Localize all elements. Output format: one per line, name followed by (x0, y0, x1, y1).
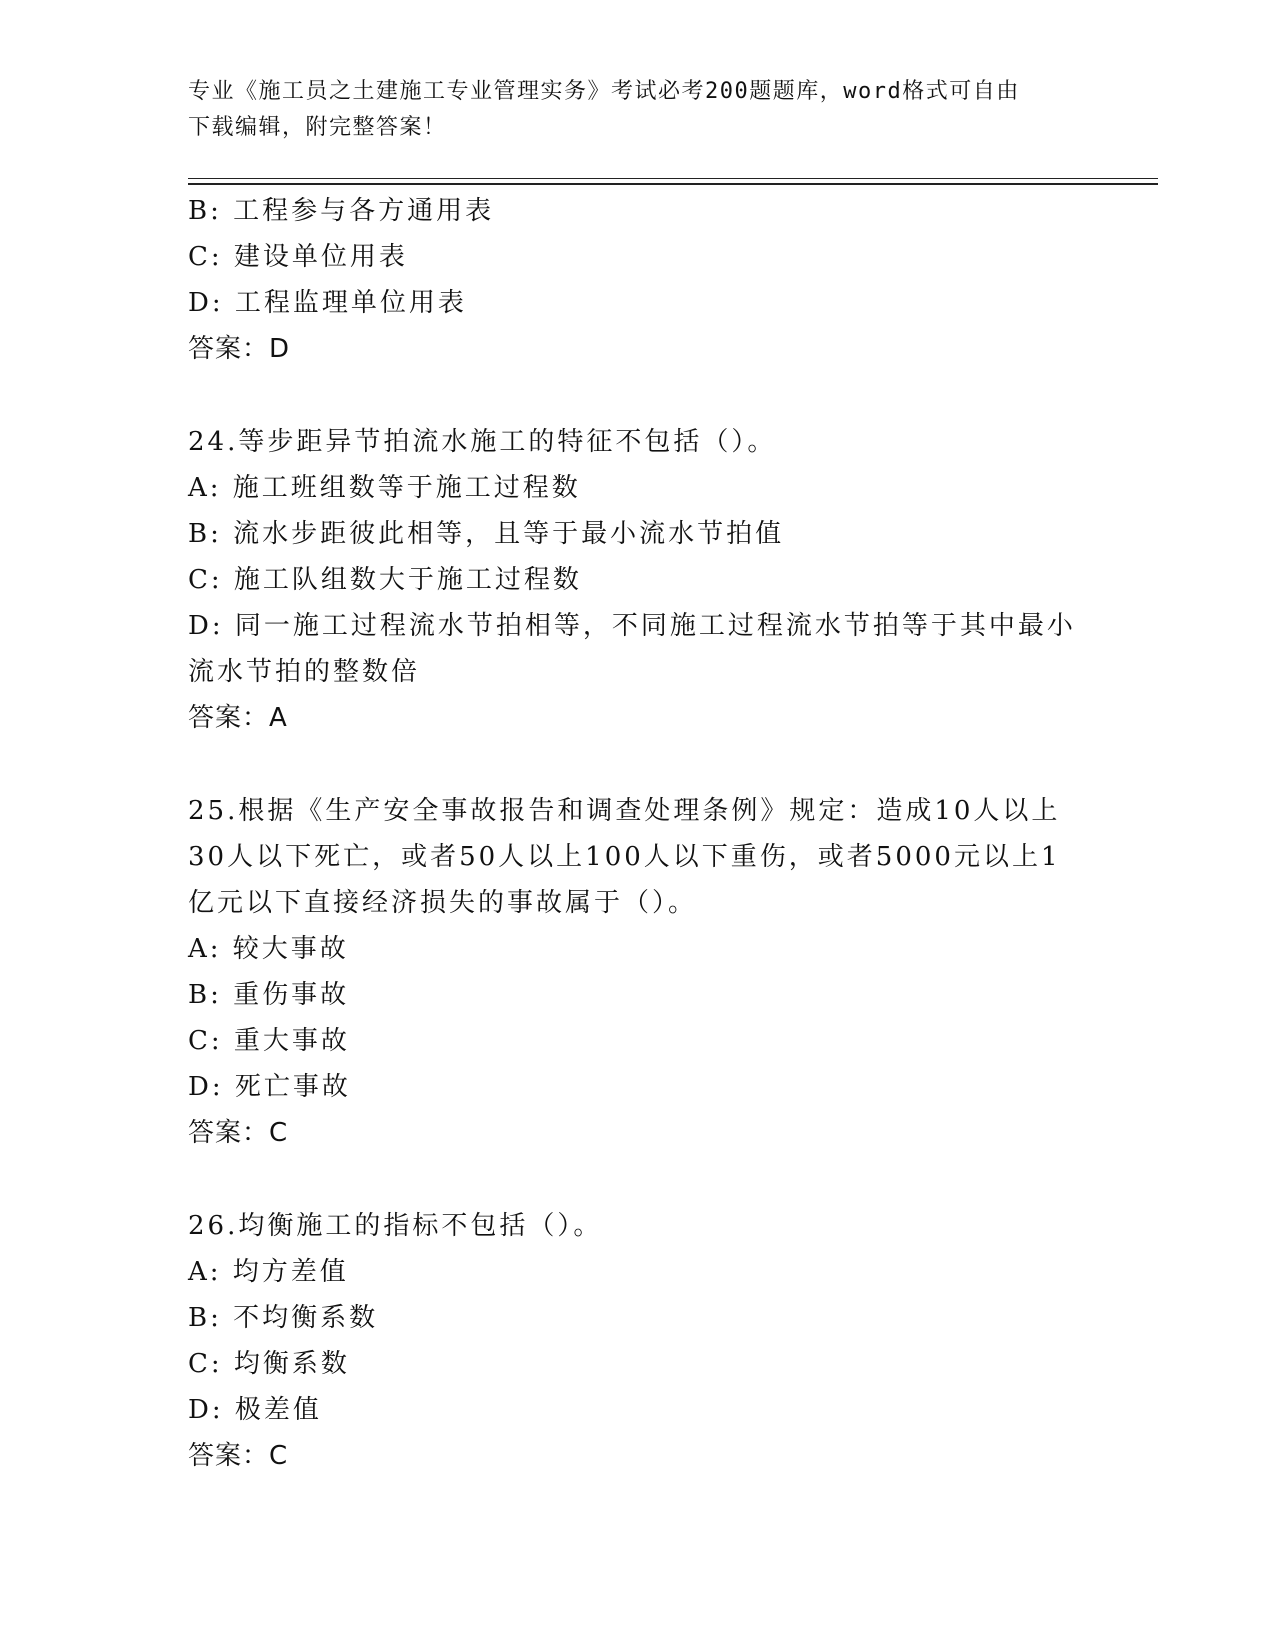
header-divider-thick (188, 183, 1158, 185)
question-text-line-2: 30人以下死亡，或者50人以上100人以下重伤，或者5000元以上1 (188, 842, 1061, 872)
answer-line: 答案：C (188, 1441, 289, 1471)
option-b: B: 流水步距彼此相等，且等于最小流水节拍值 (188, 519, 785, 549)
question-text: 24.等步距异节拍流水施工的特征不包括（）。 (188, 427, 777, 457)
option-d: D: 死亡事故 (188, 1072, 351, 1102)
spacer (188, 372, 1088, 419)
question-text-line-1: 25.根据《生产安全事故报告和调查处理条例》规定：造成10人以上 (188, 796, 1061, 826)
option-d: D: 工程监理单位用表 (188, 288, 467, 318)
option-c: C: 重大事故 (188, 1026, 350, 1056)
option-c: C: 建设单位用表 (188, 242, 408, 272)
document-header (188, 74, 1088, 146)
question-text-line-3: 亿元以下直接经济损失的事故属于（）。 (188, 888, 698, 918)
option-a: A: 均方差值 (188, 1257, 349, 1287)
option-b: B: 重伤事故 (188, 980, 350, 1010)
option-a: A: 较大事故 (188, 934, 349, 964)
question-block-23 (188, 188, 1088, 372)
header-line-1: 专业《施工员之土建施工专业管理实务》考试必考200题题库，word格式可自由 (188, 79, 1020, 104)
spacer (188, 741, 1088, 788)
option-b: B: 不均衡系数 (188, 1303, 379, 1333)
question-block-26 (188, 1203, 1088, 1479)
option-c: C: 施工队组数大于施工过程数 (188, 565, 582, 595)
header-divider-thin (188, 178, 1158, 179)
question-text: 26.均衡施工的指标不包括（）。 (188, 1211, 603, 1241)
option-d-line-2: 流水节拍的整数倍 (188, 657, 421, 687)
option-a: A: 施工班组数等于施工过程数 (188, 473, 581, 503)
option-d: D: 极差值 (188, 1395, 322, 1425)
option-b: B: 工程参与各方通用表 (188, 196, 495, 226)
option-c: C: 均衡系数 (188, 1349, 350, 1379)
answer-line: 答案：A (188, 703, 288, 733)
question-block-25 (188, 788, 1088, 1156)
question-block-24 (188, 419, 1088, 741)
header-line-2: 下载编辑，附完整答案！ (188, 115, 447, 140)
answer-line: 答案：C (188, 1118, 289, 1148)
option-d-line-1: D: 同一施工过程流水节拍相等，不同施工过程流水节拍等于其中最小 (188, 611, 1076, 641)
question-list (188, 188, 1088, 1479)
answer-line: 答案：D (188, 334, 291, 364)
spacer (188, 1156, 1088, 1203)
